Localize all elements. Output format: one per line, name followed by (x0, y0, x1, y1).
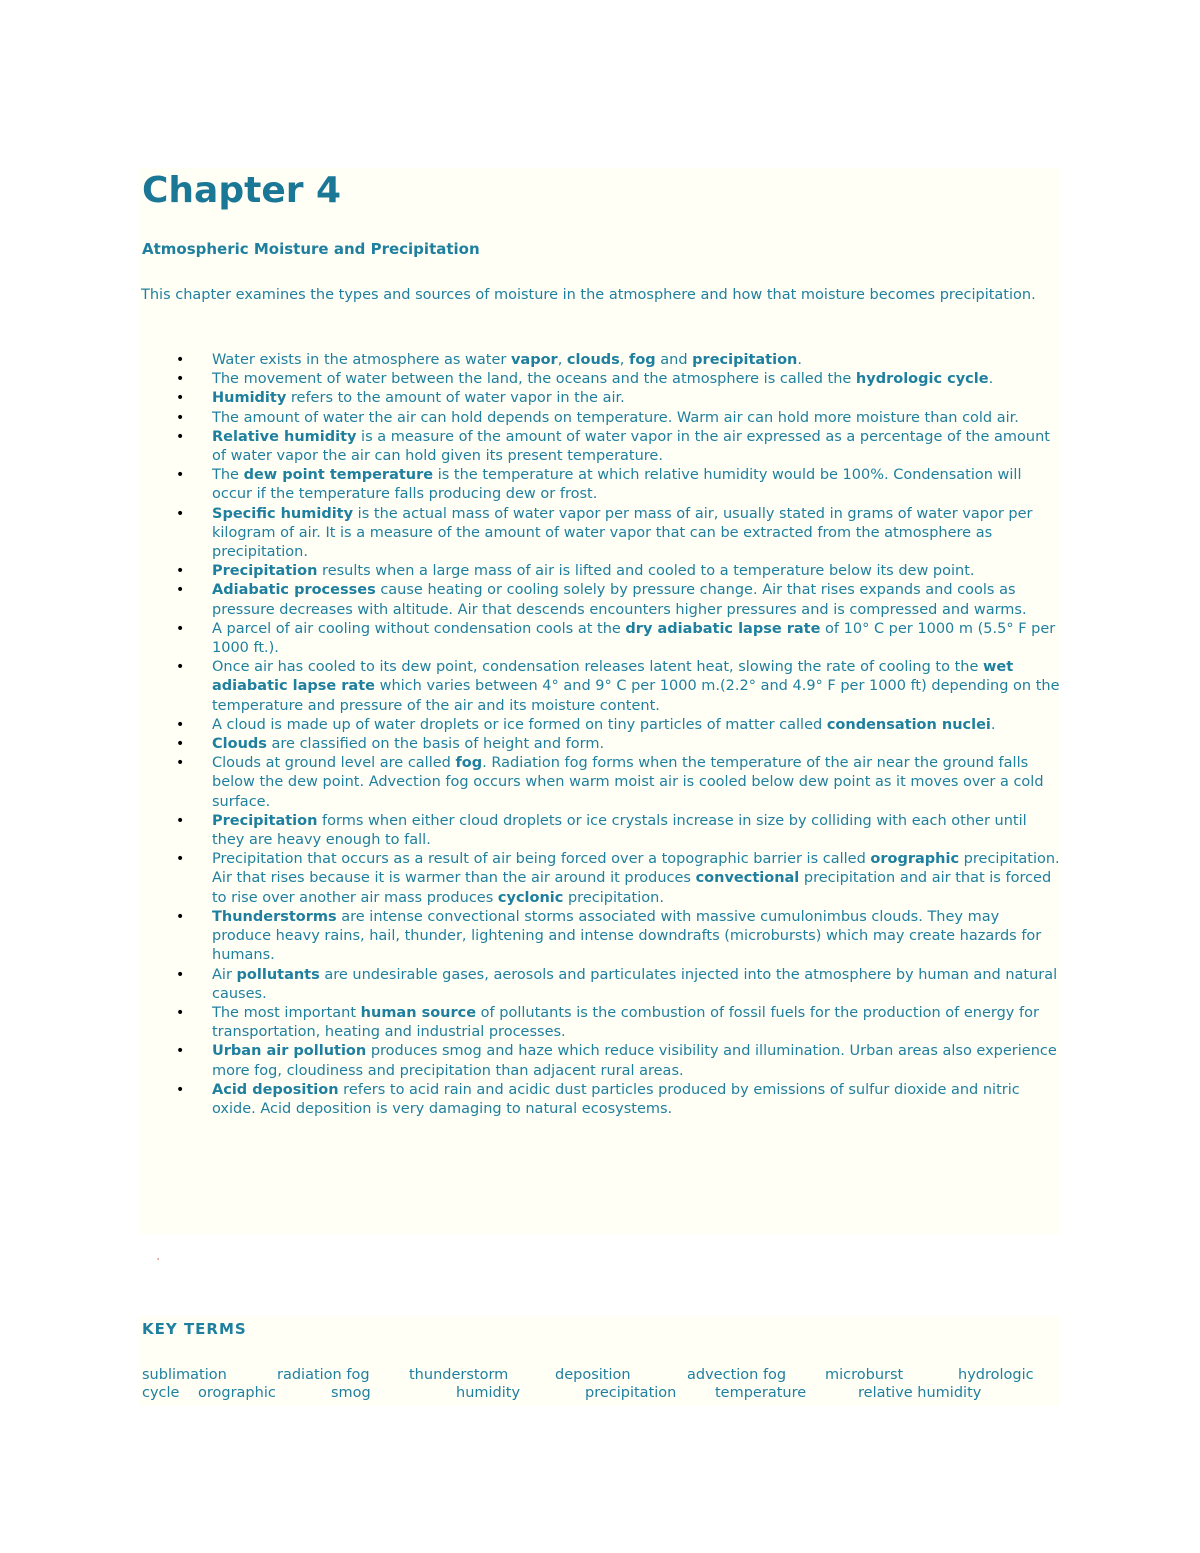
bullet-dot-icon: • (176, 755, 185, 772)
bullet-text: The (212, 467, 244, 484)
bullet-text: A parcel of air cooling without condensation cools at the (212, 620, 626, 637)
key-concept: orographic (870, 851, 960, 868)
bullet-dot-icon: • (176, 659, 185, 676)
key-concept: Precipitation (212, 812, 318, 829)
key-term: advection fog (687, 1367, 787, 1383)
bullet-dot-icon: • (176, 1043, 185, 1060)
key-concept: Acid deposition (212, 1081, 339, 1098)
key-concept: Thunderstorms (212, 908, 337, 925)
key-term: radiation fog (277, 1367, 370, 1383)
bullet-item (141, 716, 1061, 735)
bullet-text: and (655, 352, 693, 368)
bullet-text: is the temperature at which relative humidity would be 100%. Condensation will occur if the temperature falls producing dew or frost. (212, 467, 1022, 503)
bullet-item (141, 428, 1061, 466)
bullet-dot-icon: • (176, 812, 185, 829)
bullet-text: produces smog and haze which reduce visibility and illumination. Urban areas also experience more fog, cloudiness and precipitation than adjacent rural areas. (212, 1043, 1057, 1079)
bullet-text: The amount of water the air can hold depends on temperature. Warm air can hold more moisture than cold air. (212, 409, 1019, 426)
bullet-text: precipitation and air that is forced to rise over another air mass produces (212, 870, 1052, 906)
key-concept: convectional (695, 870, 800, 887)
bullet-dot-icon: • (176, 736, 185, 753)
key-concept: Urban air pollution (212, 1043, 367, 1060)
bullet-item (141, 389, 1061, 408)
bullet-text: results when a large mass of air is lifted and cooled to a temperature below its dew point. (317, 563, 975, 580)
key-term: cycle (142, 1385, 180, 1401)
bullet-text: refers to acid rain and acidic dust particles produced by emissions of sulfur dioxide and nitric oxide. Acid deposition is very damaging to natural ecosystems. (212, 1081, 1020, 1117)
bullet-item (141, 812, 1061, 850)
bullet-text: . Radiation fog forms when the temperature of the air near the ground falls below the dew point. Advection fog occurs when warm moist air is cooled below dew point as it moves over a cold surface. (212, 755, 1044, 810)
bullet-dot-icon: • (176, 1004, 185, 1021)
bullet-dot-icon: • (176, 851, 185, 868)
bullet-text: are undesirable gases, aerosols and particulates injected into the atmosphere by human and natural causes. (212, 966, 1058, 1002)
bullet-dot-icon: • (176, 409, 185, 426)
bullet-item (141, 658, 1061, 716)
bullet-item (141, 370, 1061, 389)
key-concept: cyclonic (497, 889, 564, 906)
bullet-item (141, 1004, 1061, 1042)
key-term: relative humidity (858, 1385, 982, 1401)
bullet-text: are classified on the basis of height and form. (266, 736, 605, 753)
key-concept: precipitation (692, 352, 798, 368)
key-concept: Adiabatic processes (212, 582, 376, 599)
bullet-item (141, 620, 1061, 658)
bullet-dot-icon: • (176, 620, 185, 637)
bullet-text: . (797, 352, 802, 368)
bullet-item (141, 505, 1061, 563)
key-term: deposition (555, 1367, 631, 1383)
bullet-text: of pollutants is the combustion of fossil fuels for the production of energy for transportation, heating and industrial processes. (212, 1004, 1039, 1041)
key-concept: Humidity (212, 390, 287, 407)
key-concept: dry adiabatic lapse rate (625, 620, 821, 637)
key-concept: wet adiabatic lapse rate (212, 659, 1014, 695)
bullet-text: of 10° C per 1000 m (5.5° F per 1000 ft.). (212, 620, 1056, 657)
bullet-item (141, 1042, 1061, 1080)
bullet-item (141, 850, 1061, 908)
key-concept: Clouds (212, 736, 267, 753)
bullet-dot-icon: • (176, 582, 185, 599)
key-concept: Precipitation (212, 563, 318, 580)
bullet-dot-icon: • (176, 966, 185, 983)
key-concept: vapor (510, 352, 558, 368)
bullet-item (141, 466, 1061, 504)
bullet-dot-icon: • (176, 505, 185, 522)
bullet-text: , (619, 352, 630, 368)
bullet-item (141, 754, 1061, 812)
key-term: sublimation (142, 1367, 227, 1383)
bullet-text: cause heating or cooling solely by pressure change. Air that rises expands and cools as pressure decreases with altitude. Air that descends encounters higher pressures and is compressed and warms. (212, 582, 1027, 618)
bullet-dot-icon: • (176, 1081, 185, 1098)
bullet-text: Once air has cooled to its dew point, condensation releases latent heat, slowing the rate of cooling to the (212, 659, 983, 676)
bullet-text: is a measure of the amount of water vapor in the air expressed as a percentage of the amount of water vapor the air can hold given its present temperature. (212, 428, 1050, 465)
bullet-text: are intense convectional storms associated with massive cumulonimbus clouds. They may produce heavy rains, hail, thunder, lightening and intense downdrafts (microbursts) which may create hazards for humans. (212, 908, 1042, 964)
stray-mark: ' (157, 1257, 160, 1266)
key-term: thunderstorm (409, 1367, 509, 1383)
summary-bullet-list (141, 351, 1061, 1119)
bullet-text: . (990, 716, 996, 733)
bullet-item (141, 351, 1061, 370)
key-concept: fog (629, 352, 656, 368)
key-concept: Relative humidity (212, 428, 357, 445)
bullet-item (141, 735, 1061, 754)
bullet-item (141, 581, 1061, 619)
key-concept: pollutants (236, 966, 320, 983)
bullet-text: forms when either cloud droplets or ice crystals increase in size by colliding with each other until they are heavy enough to fall. (212, 812, 1027, 849)
bullet-dot-icon: • (176, 563, 185, 580)
bullet-text: A cloud is made up of water droplets or ice formed on tiny particles of matter called (212, 716, 827, 733)
chapter-intro: This chapter examines the types and sources of moisture in the atmosphere and how that moisture becomes precipitation. (141, 287, 1036, 303)
key-concept: clouds (566, 352, 620, 368)
chapter-title: Chapter 4 (142, 170, 342, 211)
bullet-text: is the actual mass of water vapor per mass of air, usually stated in grams of water vapor per kilogram of air. It is a measure of the amount of water vapor that can be extracted from the atmosphere as precipitation. (212, 505, 1033, 561)
bullet-text: . (988, 371, 994, 388)
bullet-dot-icon: • (176, 390, 185, 407)
bullet-text: which varies between 4° and 9° C per 1000 m.(2.2° and 4.9° F per 1000 ft) depending on the temperature and pressure of the air and its moisture content. (212, 678, 1060, 714)
bullet-dot-icon: • (176, 428, 185, 445)
bullet-text: precipitation. Air that rises because it is warmer than the air around it produces (212, 851, 1060, 887)
key-term: hydrologic (958, 1367, 1034, 1383)
key-term: microburst (825, 1367, 904, 1383)
key-term: temperature (715, 1385, 807, 1401)
bullet-text: Air (212, 966, 237, 983)
key-term: smog (331, 1385, 371, 1401)
bullet-dot-icon: • (176, 716, 185, 733)
key-concept: fog (455, 755, 483, 772)
bullet-text: Clouds at ground level are called (212, 755, 456, 772)
bullet-dot-icon: • (176, 908, 185, 925)
bullet-dot-icon: • (176, 371, 185, 388)
key-terms-title: KEY TERMS (142, 1320, 247, 1338)
key-term: precipitation (585, 1385, 677, 1401)
bullet-text: , (557, 352, 567, 368)
bullet-item (141, 562, 1061, 581)
bullet-item (141, 1081, 1061, 1119)
key-concept: human source (360, 1004, 477, 1021)
bullet-text: Precipitation that occurs as a result of air being forced over a topographic barrier is called (212, 851, 871, 868)
key-concept: hydrologic cycle (855, 371, 989, 388)
key-concept: dew point temperature (243, 467, 434, 484)
bullet-text: The movement of water between the land, the oceans and the atmosphere is called the (212, 371, 856, 388)
bullet-text: The most important (212, 1004, 361, 1021)
key-term: humidity (456, 1385, 521, 1401)
bullet-text: precipitation. (563, 889, 664, 906)
bullet-text: Water exists in the atmosphere as water (212, 352, 511, 368)
key-concept: condensation nuclei (826, 716, 991, 733)
chapter-subtitle: Atmospheric Moisture and Precipitation (142, 240, 480, 258)
bullet-dot-icon: • (176, 352, 185, 368)
bullet-dot-icon: • (176, 467, 185, 484)
bullet-item (141, 409, 1061, 428)
key-concept: Specific humidity (212, 505, 354, 522)
bullet-text: refers to the amount of water vapor in the air. (286, 390, 625, 407)
bullet-item (141, 908, 1061, 966)
bullet-item (141, 966, 1061, 1004)
key-term: orographic (198, 1385, 276, 1401)
